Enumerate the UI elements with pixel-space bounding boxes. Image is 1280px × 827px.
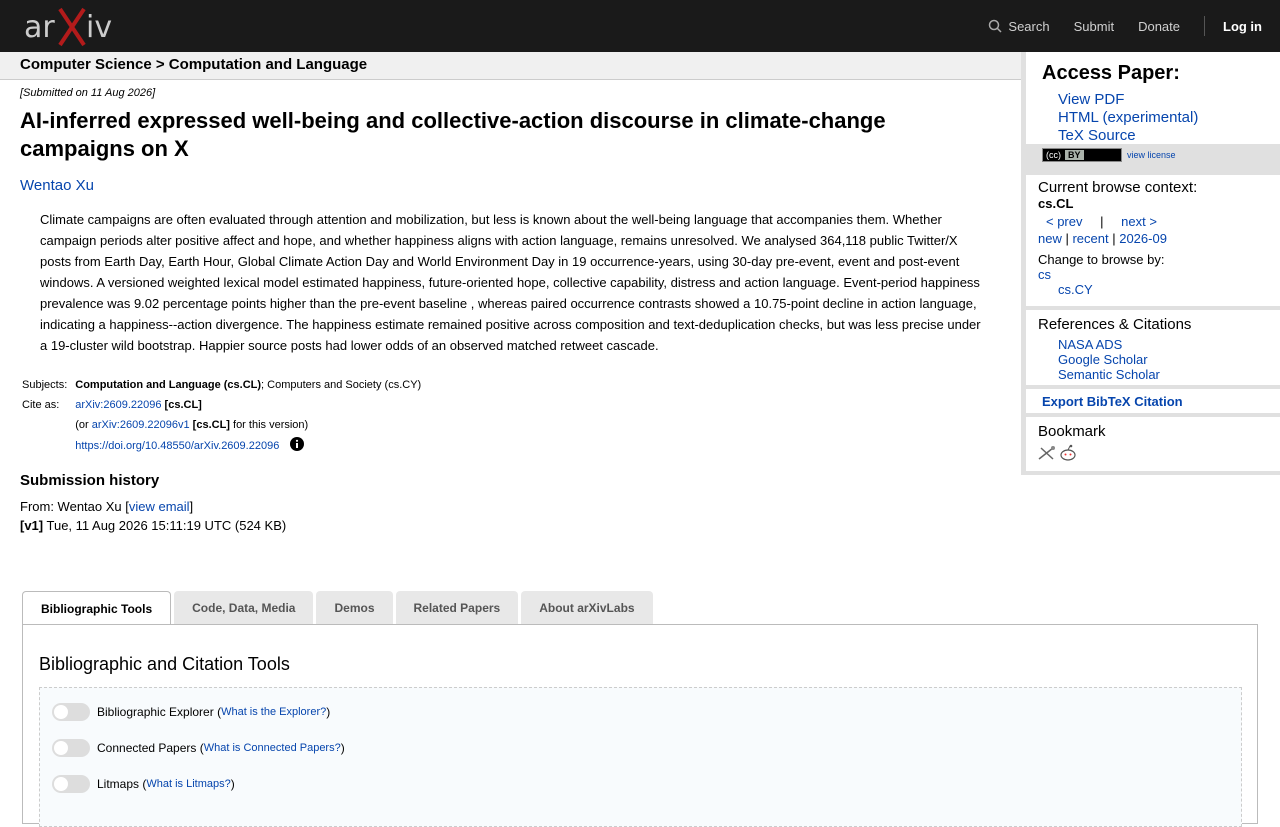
change-browse-label: Change to browse by:	[1038, 252, 1165, 267]
view-license-link[interactable]: view license	[1127, 150, 1176, 160]
tex-source-link[interactable]: TeX Source	[1058, 127, 1136, 144]
recent-link[interactable]: recent	[1072, 231, 1109, 246]
semantic-scholar-link[interactable]: Semantic Scholar	[1058, 367, 1160, 382]
paper-title: AI-inferred expressed well-being and collective-action discourse in climate-change campaigns on X	[20, 108, 886, 161]
next-link[interactable]: next >	[1121, 214, 1157, 229]
tab-about-arxivlabs[interactable]: About arXivLabs	[521, 591, 652, 624]
google-scholar-link[interactable]: Google Scholar	[1058, 352, 1148, 367]
donate-link[interactable]: Donate	[1138, 18, 1180, 34]
submission-history	[20, 497, 1000, 535]
tool-row-litmaps: Litmaps ( What is Litmaps? )	[52, 774, 235, 794]
login-link[interactable]: Log in	[1223, 18, 1262, 34]
tool-name: Litmaps	[97, 777, 140, 791]
cc-mark: (cc)	[1046, 150, 1061, 160]
version-link[interactable]: arXiv:2609.22096v1	[91, 419, 190, 431]
what-is-litmaps-link[interactable]: What is Litmaps?	[146, 778, 231, 790]
tool-row-connected-papers: Connected Papers ( What is Connected Papers? )	[52, 738, 345, 758]
refs-title: References & Citations	[1038, 316, 1192, 333]
bookmark-title: Bookmark	[1038, 423, 1106, 440]
browse-context-box: Current browse context: cs.CL < prev | next > new | recent | 2026-09 Change to browse by: cs cs.CY	[1026, 175, 1280, 306]
search-label: Search	[1008, 18, 1050, 34]
version-prefix: (or	[75, 419, 92, 431]
from-prefix: From: Wentao Xu [	[20, 499, 129, 514]
tool-row-explorer: Bibliographic Explorer ( What is the Explorer? )	[52, 702, 330, 722]
prev-link[interactable]: < prev	[1046, 214, 1083, 229]
svg-text:iv: iv	[86, 10, 112, 45]
tab-panel	[22, 624, 1258, 824]
search-icon	[988, 19, 1002, 33]
labs-tabs	[22, 591, 656, 625]
nav-divider	[1204, 16, 1205, 36]
metadata-table	[22, 375, 421, 456]
cite-tag: [cs.CL]	[164, 399, 202, 411]
access-title: Access Paper:	[1042, 62, 1180, 84]
tools-list	[39, 687, 1242, 827]
month-link[interactable]: 2026-09	[1119, 231, 1167, 246]
abstract: Climate campaigns are often evaluated through attention and mobilization, but less is known about the well-being language that accompanies them. Whether campaign periods alter positive affect and hope, and whether happiness aligns with action language, remains unresolved. We analysed 364,118 public Twitter/X posts from Earth Day, Earth Hour, Global Climate Action Day and World Environment Day in 19 occurrence-years, using 30-day pre-event, event and post-event windows. A versioned weighted lexical model estimated happiness, future-oriented hope, collective capability, distress and action language. Event-period happiness prevalence was 9.02 percentage points higher than the pre-event baseline , whereas paired occurrence contrasts showed a 10.75-point decline in action language, indicating a happiness--action divergence. The happiness estimate remained positive across composition and text-deduplication checks, but was less precise under a 19-cluster wild bootstrap. Happier source posts had lower odds of an observed matched retweet cascade.	[40, 212, 981, 353]
other-subjects: ; Computers and Society (cs.CY)	[261, 379, 422, 391]
browse-cs-link[interactable]: cs	[1038, 267, 1051, 282]
prev-next-divider: |	[1100, 214, 1104, 229]
sidebar	[1021, 52, 1280, 475]
version-suffix: for this version)	[229, 419, 309, 431]
submission-date: [Submitted on 11 Aug 2026]	[20, 87, 156, 99]
author-link[interactable]: Wentao Xu	[20, 177, 94, 194]
version-v1-tag: [v1]	[20, 518, 44, 533]
history-title: Submission history	[20, 472, 160, 489]
tool-name: Bibliographic Explorer	[97, 705, 214, 719]
references-box	[1026, 310, 1280, 385]
cc-by-label: BY	[1065, 150, 1084, 160]
paper-main	[20, 80, 1000, 535]
tool-name: Connected Papers	[97, 741, 197, 755]
context-title: Current browse context:	[1038, 179, 1198, 196]
html-link[interactable]: HTML (experimental)	[1058, 109, 1199, 126]
from-suffix: ]	[189, 499, 194, 514]
bibtex-box	[1026, 389, 1280, 413]
info-icon[interactable]	[290, 437, 304, 451]
doi-link[interactable]: https://doi.org/10.48550/arXiv.2609.22096	[75, 440, 280, 452]
browse-cscy-link[interactable]: cs.CY	[1058, 282, 1093, 297]
bibsonomy-icon[interactable]	[1038, 445, 1056, 461]
arxiv-id-link[interactable]: arXiv:2609.22096	[75, 399, 162, 411]
litmaps-toggle[interactable]	[52, 775, 90, 793]
version-tag: [cs.CL]	[192, 419, 230, 431]
nasa-ads-link[interactable]: NASA ADS	[1058, 337, 1123, 352]
submit-link[interactable]: Submit	[1073, 18, 1115, 34]
cite-label: Cite as:	[22, 399, 60, 411]
top-bar	[0, 0, 1280, 52]
search-link[interactable]	[988, 19, 1049, 34]
primary-subject: Computation and Language (cs.CL)	[75, 379, 262, 391]
breadcrumb: Computer Science > Computation and Language	[0, 52, 1021, 80]
tab-demos[interactable]: Demos	[316, 591, 392, 624]
view-email-link[interactable]: view email	[128, 499, 190, 514]
export-bibtex-link[interactable]: Export BibTeX Citation	[1042, 394, 1183, 409]
arxiv-logo[interactable]	[24, 7, 112, 47]
access-paper-box	[1026, 52, 1280, 160]
svg-text:ar: ar	[24, 10, 55, 45]
panel-title: Bibliographic and Citation Tools	[39, 654, 290, 674]
tab-code-data-media[interactable]: Code, Data, Media	[174, 591, 313, 624]
connected-papers-toggle[interactable]	[52, 739, 90, 757]
view-pdf-link[interactable]: View PDF	[1058, 91, 1125, 108]
cc-by-license-icon[interactable]	[1042, 148, 1122, 162]
version-v1-date: Tue, 11 Aug 2026 15:11:19 UTC (524 KB)	[43, 518, 287, 533]
what-is-connected-papers-link[interactable]: What is Connected Papers?	[203, 742, 341, 754]
bookmark-box	[1026, 417, 1280, 471]
subjects-label: Subjects:	[22, 379, 68, 391]
reddit-icon[interactable]	[1059, 444, 1077, 462]
new-link[interactable]: new	[1038, 231, 1062, 246]
context-value: cs.CL	[1038, 196, 1074, 211]
explorer-toggle[interactable]	[52, 703, 90, 721]
tab-related-papers[interactable]: Related Papers	[396, 591, 519, 624]
tab-bibliographic-tools[interactable]: Bibliographic Tools	[22, 591, 171, 625]
what-is-explorer-link[interactable]: What is the Explorer?	[221, 706, 327, 718]
